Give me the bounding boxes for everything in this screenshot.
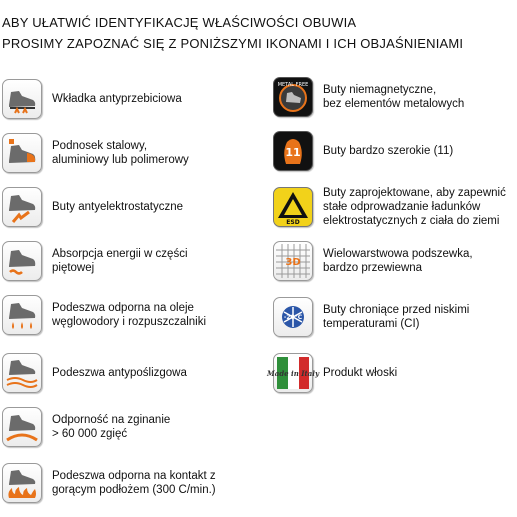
oil-resistant-sole-icon — [2, 295, 42, 335]
legend-item-label: Odporność na zginanie > 60 000 zgięć — [52, 414, 171, 440]
legend-item-flex — [2, 407, 170, 447]
legend-item-wide — [273, 131, 453, 171]
svg-text:3D: 3D — [285, 257, 301, 268]
legend-item-label: Buty bardzo szerokie (11) — [323, 145, 454, 157]
svg-text:ESD: ESD — [286, 219, 300, 226]
cold-insulation-icon — [273, 297, 313, 337]
svg-text:-20°C: -20°C — [283, 314, 303, 321]
legend-item-oil — [2, 295, 206, 335]
legend-item-label: Wkładka antyprzebiciowa — [52, 93, 182, 105]
legend-item-energy — [2, 241, 188, 281]
legend-item-label: Buty zaprojektowane, aby zapewnić stałe odprowadzanie ładunków elektrostatycznych z ciała do ziemi — [323, 187, 506, 227]
header-line-2: PROSIMY ZAPOZNAĆ SIĘ Z PONIŻSZYMI IKONAMI I ICH OBJAŚNIENIAMI — [2, 36, 464, 51]
legend-item-label: Buty chroniące przed niskimi temperaturami (CI) — [323, 304, 470, 330]
legend-item-cold — [273, 297, 469, 337]
header-line-1: ABY UŁATWIĆ IDENTYFIKACJĘ WŁAŚCIWOŚCI OBUWIA — [2, 15, 357, 30]
legend-item-label: Podeszwa odporna na kontakt z gorącym podłożem (300 C/min.) — [52, 470, 216, 496]
legend-item-nonmagnetic — [273, 77, 464, 117]
svg-text:METAL FREE: METAL FREE — [277, 82, 309, 88]
legend-item-label: Buty antyelektrostatyczne — [52, 201, 184, 213]
legend-item-label: Podnosek stalowy, aluminiowy lub polimerowy — [52, 140, 189, 166]
legend-item-esd — [273, 186, 506, 228]
svg-text:11: 11 — [285, 146, 301, 159]
svg-text:Made in Italy: Made in Italy — [266, 369, 320, 378]
legend-item-antistatic — [2, 187, 183, 227]
steel-toecap-icon — [2, 133, 42, 173]
extra-wide-fit-icon — [273, 131, 313, 171]
legend-item-insole — [2, 79, 182, 119]
legend-item-toecap — [2, 133, 189, 173]
legend-item-italy — [266, 353, 398, 393]
made-in-italy-icon — [266, 353, 320, 393]
legend-item-label: Wielowarstwowa podszewka, bardzo przewiewna — [323, 248, 473, 274]
legend-item-label: Podeszwa odporna na oleje węglowodory i rozpuszczalniki — [52, 302, 207, 328]
legend-item-label: Absorpcja energii w części piętowej — [52, 248, 188, 274]
page-header — [2, 12, 517, 54]
anti-slip-sole-icon — [2, 353, 42, 393]
esd-icon — [273, 187, 313, 227]
flex-resistance-icon — [2, 407, 42, 447]
penetration-resistant-insole-icon — [2, 79, 42, 119]
energy-absorption-icon — [2, 241, 42, 281]
legend-item-lining — [273, 241, 473, 281]
legend-item-label: Buty niemagnetyczne, bez elementów metalowych — [323, 84, 465, 110]
heat-resistant-sole-icon — [2, 463, 42, 503]
legend-item-heat — [2, 463, 216, 503]
3d-mesh-lining-icon — [273, 241, 313, 281]
non-magnetic-icon — [273, 77, 313, 117]
legend-item-antislip — [2, 353, 187, 393]
legend-item-label: Podeszwa antypoślizgowa — [52, 367, 187, 379]
legend-item-label: Produkt włoski — [323, 367, 398, 379]
antistatic-icon — [2, 187, 42, 227]
